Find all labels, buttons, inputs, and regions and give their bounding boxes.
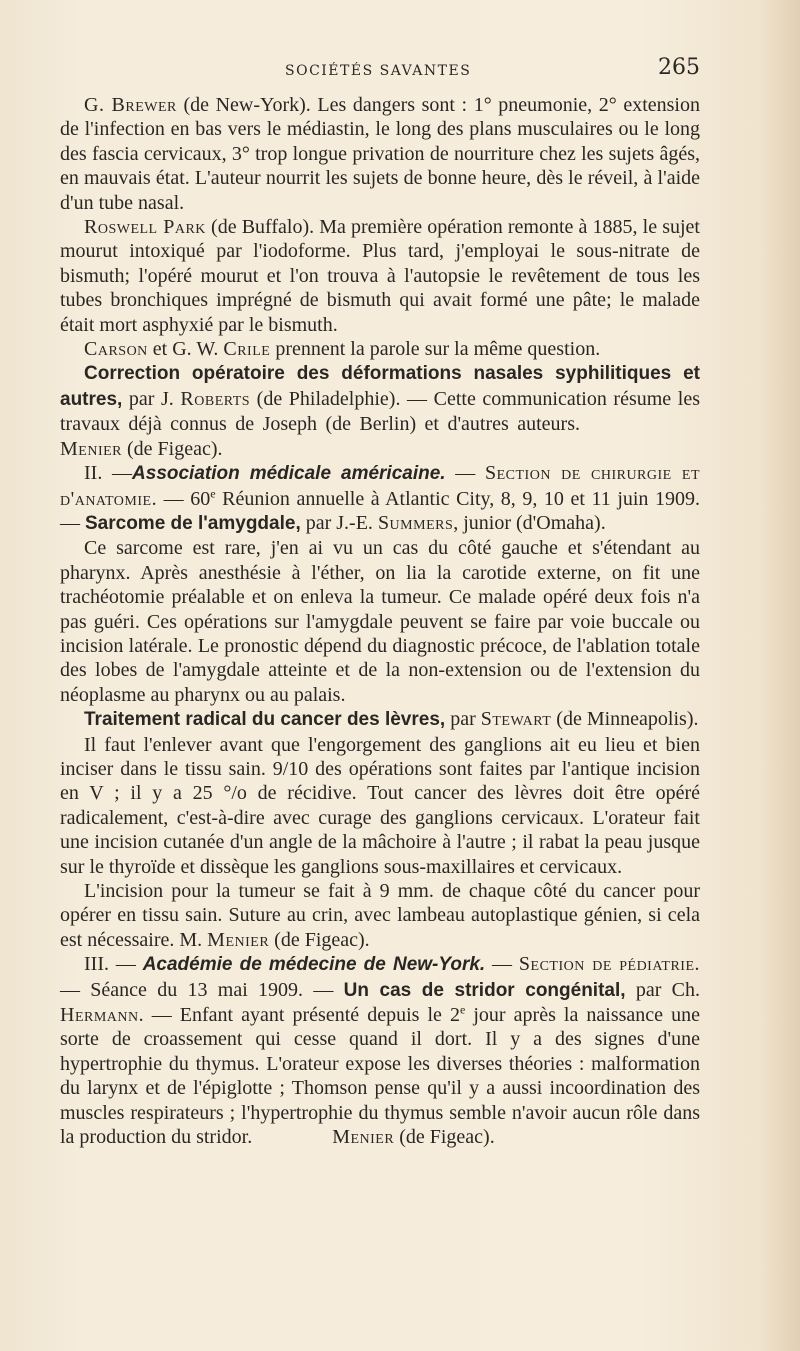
author-name: Stewart [480,708,552,731]
author-name: Carson [84,338,148,361]
paragraph-text: par [445,708,481,731]
author-name: Summers [377,511,454,534]
paragraph-text: par J.-E. [300,511,378,534]
paragraph-text: jour après la naissance une sorte de croassement qui cesse quand il dort. Il y a des signes d'une hypertrophie du thymus. L'orateur expose les diverses théories : malformation du larynx et de l'épiglotte ; Thomson pense qu'il y a aussi incoordination des muscles respirateurs ; l'hypertrophie du thymus semble n'avoir aucun rôle dans la production du stridor. [60,1004,700,1149]
section-name: Section de pédiatrie. [518,953,701,976]
author-name: G. Brewer [84,94,177,116]
society-name: Association médicale américaine. [132,463,446,485]
page-number: 265 [658,55,700,80]
signature-place: (de Figeac). [122,437,223,460]
paragraph-text: — Séance du 13 mai 1909. — [60,978,344,1001]
page-edge-shadow [760,0,800,1351]
signature-place: (de Figeac). [269,928,370,951]
signature-place: (de Figeac). [394,1126,495,1149]
paragraph-carson-crile [60,337,700,361]
paragraph-text: III. — [84,953,143,976]
paragraph-section-ii [60,461,700,536]
paragraph-text: (de New-York). Les dangers sont : 1° pneumonie, 2° extension de l'infection en bas vers le médiastin, le long des plans musculaires ou le long des fascia cervicaux, 3° trop longue privation de nourriture chez les sujets âgés, en mauvais état. L'auteur nourrit les sujets de bonne heure, dès le réveil, à l'aide d'un tube nasal. [60,94,700,214]
paragraph-text: par J. [122,387,181,410]
paragraph-text: , junior (d'Omaha). [453,511,606,534]
superscript: e [210,485,216,500]
paragraph-text: — [445,462,485,485]
author-name: Roberts [180,387,251,410]
signature: Menier [207,928,270,951]
paragraph-text: et G. W. [147,338,224,361]
article-body [60,93,700,1149]
paragraph-brewer [60,93,700,215]
paragraph-text: prennent la parole sur la même question. [270,338,601,361]
section-name: Section de chirurgie et d'anatomie. [60,462,701,510]
paragraph-stewart [60,707,700,732]
paragraph-text: . — Enfant ayant présenté depuis le 2 [138,1004,460,1027]
paragraph-park [60,215,700,337]
article-title: Traitement radical du cancer des lèvres, [84,709,446,731]
article-title: Un cas de stridor congénital, [343,979,626,1001]
author-name: Crile [223,338,271,361]
paragraph-text: — [485,953,519,976]
paragraph-text: par Ch. [625,978,700,1001]
paragraph-cancer: Il faut l'enlever avant que l'engorgement des ganglions ait eu lieu et bien inciser dans le tissu sain. 9/10 des opérations sont faites par l'antique incision en V ; il y a 25 °/o de récidive. Tout cancer des lèvres doit être opéré radicalement, c'est-à-dire avec curage des ganglions cervicaux. L'orateur fait une incision cutanée d'un angle de la mâchoire à l'autre ; il rabat la peau jusque sur le thyroïde et dissèque les ganglions sous-maxillaires et cervicaux. [60,733,700,878]
signature: Menier [60,437,122,460]
society-name: Académie de médecine de New-York. [142,954,486,976]
superscript: e [459,1002,466,1017]
article-title: Sarcome de l'amygdale, [85,512,301,534]
paragraph-section-iii [60,952,700,1149]
paragraph-text: L'incision pour la tumeur se fait à 9 mm. de chaque côté du cancer pour opérer en tissu sain. Suture au crin, avec lambeau autoplastique génien, si cela est nécessaire. M. [60,880,700,951]
paragraph-sarcome: Ce sarcome est rare, j'en ai vu un cas du côté gauche et s'étendant au pharynx. Après anesthésie à l'éther, on lia la carotide externe, on fit une trachéotomie préalable et on enleva la tumeur. Ce malade opéré deux fois n'a pas guéri. Ces opérations sur l'amygdale peuvent se faire par voie buccale ou incision latérale. Le pronostic dépend du diagnostic précoce, de l'ablation totale des lobes de l'amygdale atteinte et de la non-extension ou de l'extension du néoplasme au pharynx ou au palais. [60,537,700,706]
paragraph-text: (de Buffalo). Ma première opération remonte à 1885, le sujet mourut intoxiqué par l'iodoforme. Plus tard, j'employai le sous-nitrate de bismuth; l'opéré mourut et l'on trouva à l'autopsie le revêtement de tous les tubes bronchiques imprégné de bismuth qui avait formé une pâte; le malade était mort asphyxié par le bismuth. [60,216,700,336]
author-name: Roswell Park [84,216,206,239]
paragraph-roberts [60,361,700,461]
article-title: Correction opératoire des déformations nasales syphilitiques et autres, [60,363,700,410]
paragraph-text: — 60 [157,487,211,510]
page-header [60,55,700,85]
paragraph-text: (de Minneapolis). [551,708,699,731]
paragraph-text: Réunion annuelle à Atlantic City, 8, 9, 10 et 11 juin 1909. — [60,487,700,534]
running-title: SOCIÉTÉS SAVANTES [285,63,472,79]
paragraph-text: II. — [84,462,133,485]
signature: Menier [332,1126,395,1149]
paragraph-text: (de Philadelphie). — Cette communication résume les travaux déjà connus de Joseph (de Berlin) et d'autres auteurs. [60,387,700,436]
author-name: Hermann [60,1004,139,1027]
paragraph-incision [60,879,700,952]
